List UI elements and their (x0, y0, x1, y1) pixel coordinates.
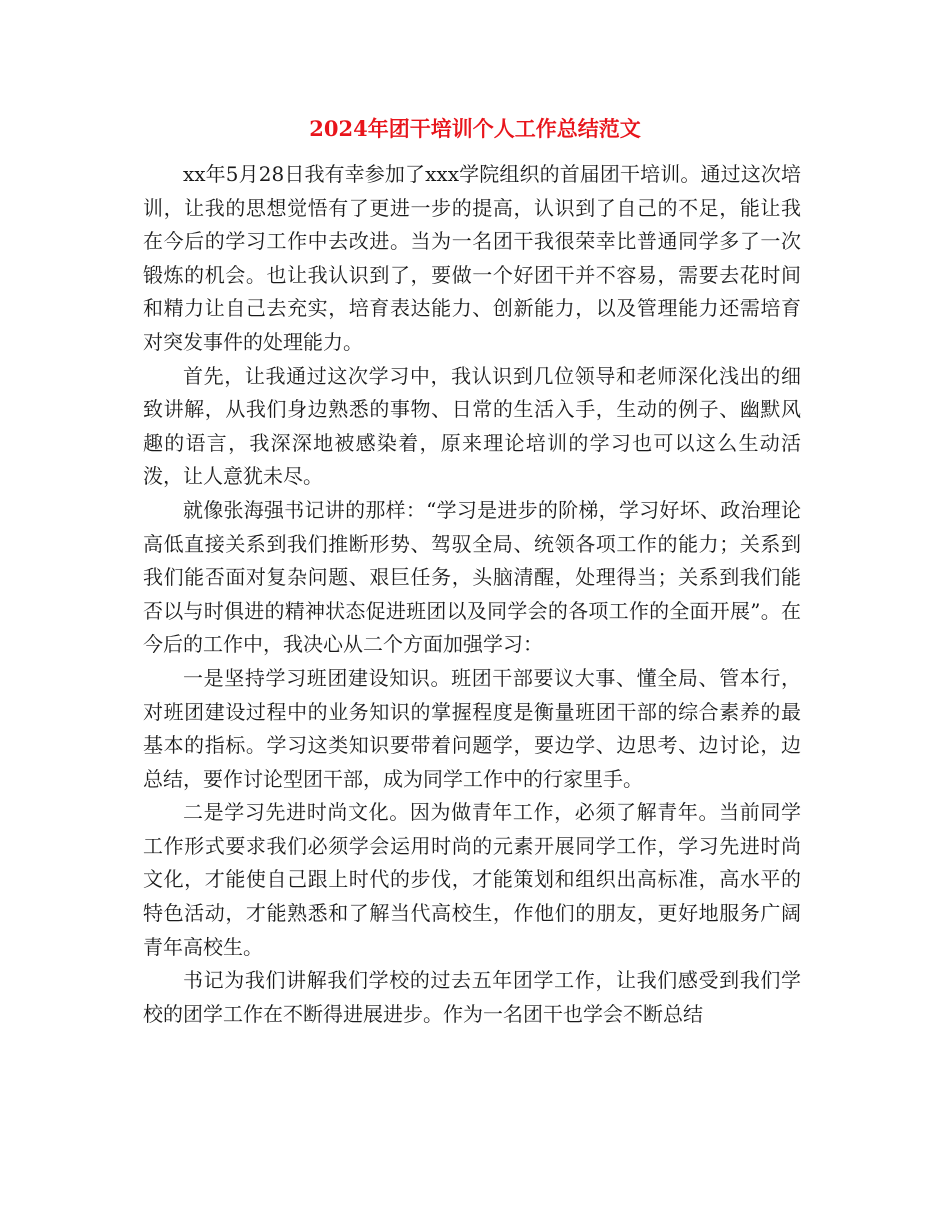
document-body (143, 158, 801, 1031)
paragraph: xx年5月28日我有幸参加了xxx学院组织的首届团干培训。通过这次培训，让我的思想觉悟有了更进一步的提高，认识到了自己的不足，能让我在今后的学习工作中去改进。当为一名团干我很荣幸比普通同学多了一次锻炼的机会。也让我认识到了，要做一个好团干并不容易，需要去花时间和精力让自己去充实，培育表达能力、创新能力，以及管理能力还需培育对突发事件的处理能力。 (143, 162, 801, 354)
paragraph: 一是坚持学习班团建设知识。班团干部要议大事、懂全局、管本行，对班团建设过程中的业务知识的掌握程度是衡量班团干部的综合素养的最基本的指标。学习这类知识要带着问题学，要边学、边思考、边讨论，边总结，要作讨论型团干部，成为同学工作中的行家里手。 (143, 665, 801, 791)
paragraph: 二是学习先进时尚文化。因为做青年工作，必须了解青年。当前同学工作形式要求我们必须学会运用时尚的元素开展同学工作，学习先进时尚文化，才能使自己跟上时代的步伐，才能策划和组织出高标准，高水平的特色活动，才能熟悉和了解当代高校生，作他们的朋友，更好地服务广阔青年高校生。 (143, 800, 801, 959)
paragraph: 就像张海强书记讲的那样：“学习是进步的阶梯，学习好坏、政治理论高低直接关系到我们推断形势、驾驭全局、统领各项工作的能力；关系到我们能否面对复杂问题、艰巨任务，头脑清醒，处理得当；关系到我们能否以与时俱进的精神状态促进班团以及同学会的各项工作的全面开展”。在今后的工作中，我决心从二个方面加强学习： (143, 497, 801, 657)
document-title: 2024年团干培训个人工作总结范文 (309, 116, 641, 141)
paragraph: 书记为我们讲解我们学校的过去五年团学工作，让我们感受到我们学校的团学工作在不断得进展进步。作为一名团干也学会不断总结 (143, 968, 801, 1026)
paragraph: 首先，让我通过这次学习中，我认识到几位领导和老师深化浅出的细致讲解，从我们身边熟悉的事物、日常的生活入手，生动的例子、幽默风趣的语言，我深深地被感染着，原来理论培训的学习也可以这么生动活泼，让人意犹未尽。 (143, 363, 801, 489)
